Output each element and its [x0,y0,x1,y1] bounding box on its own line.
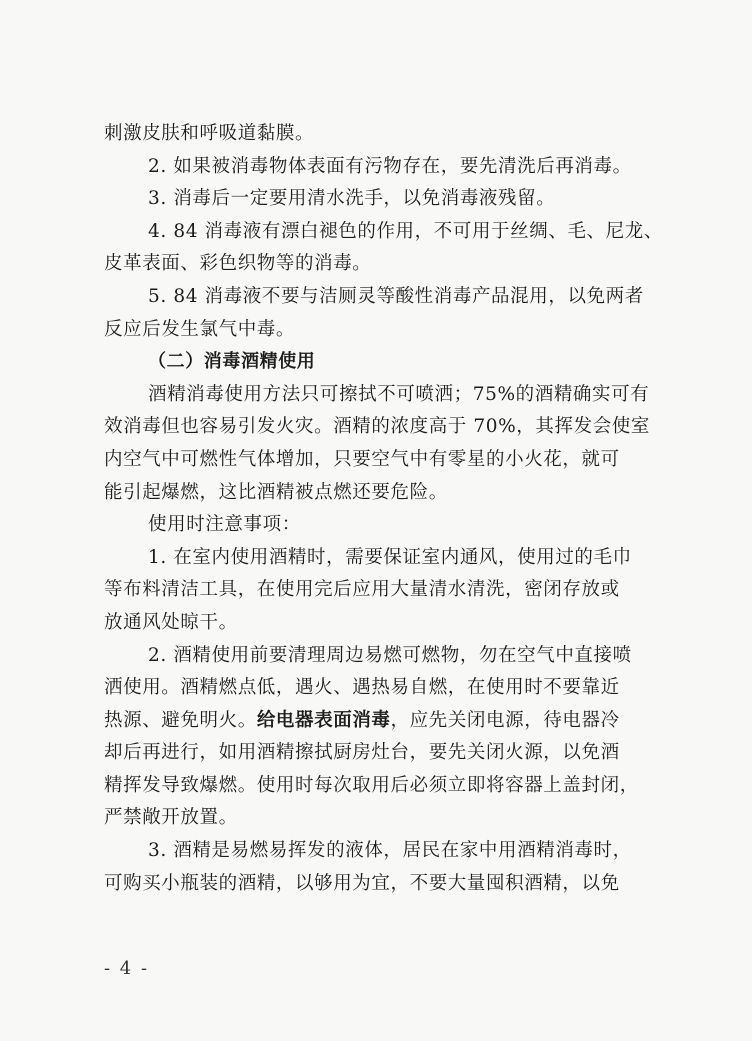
list-item-2: 2. 如果被消毒物体表面有污物存在，要先清洗后再消毒。 [148,155,632,177]
list-item-2: 2. 酒精使用前要清理周边易燃可燃物，勿在空气中直接喷 [148,644,632,666]
list-item-5: 5. 84 消毒液不要与洁厕灵等酸性消毒产品混用，以免两者 [148,285,644,307]
page-number: - 4 - [104,958,150,979]
paragraph-line: 内空气中可燃性气体增加，只要空气中有零星的小火花，就可 [104,448,620,470]
paragraph-line: 严禁敞开放置。 [104,807,238,829]
notes-heading: 使用时注意事项： [148,514,301,536]
list-item-4: 4. 84 消毒液有漂白褪色的作用，不可用于丝绸、毛、尼龙、 [148,220,663,242]
section-heading: （二）消毒酒精使用 [148,351,316,373]
paragraph-line: 等布料清洁工具，在使用完后应用大量清水清洗，密闭存放或 [104,579,620,601]
paragraph-line: 皮革表面、彩色织物等的消毒。 [104,253,372,275]
line-end: ，应先关闭电源，待电器冷 [390,709,620,731]
line-start: 热源、避免明火。 [104,709,257,731]
list-item-1: 1. 在室内使用酒精时，需要保证室内通风，使用过的毛巾 [148,546,632,568]
paragraph-line: 刺激皮肤和呼吸道黏膜。 [104,123,315,144]
list-item-3: 3. 消毒后一定要用清水洗手，以免消毒液残留。 [148,188,556,210]
paragraph-line: 反应后发生氯气中毒。 [104,318,296,340]
bold-emphasis: 给电器表面消毒 [256,709,391,731]
list-item-3: 3. 酒精是易燃易挥发的液体，居民在家中用酒精消毒时， [148,840,632,862]
paragraph-line: 能引起爆燃，这比酒精被点燃还要危险。 [104,481,448,503]
paragraph-line: 却后再进行，如用酒精擦拭厨房灶台，要先关闭火源，以免酒 [104,742,620,764]
paragraph-line: 可购买小瓶装的酒精，以够用为宜，不要大量囤积酒精，以免 [104,872,620,894]
paragraph-line: 精挥发导致爆燃。使用时每次取用后必须立即将容器上盖封闭， [104,774,639,796]
paragraph-line: 酒精消毒使用方法只可擦拭不可喷洒；75%的酒精确实可有 [148,383,650,405]
paragraph-line: 效消毒但也容易引发火灾。酒精的浓度高于 70%，其挥发会使室 [104,416,651,438]
paragraph-line: 放通风处晾干。 [104,611,238,633]
paragraph-line [104,705,664,738]
body-text [104,118,664,900]
paragraph-line: 洒使用。酒精燃点低，遇火、遇热易自燃，在使用时不要靠近 [104,677,620,699]
